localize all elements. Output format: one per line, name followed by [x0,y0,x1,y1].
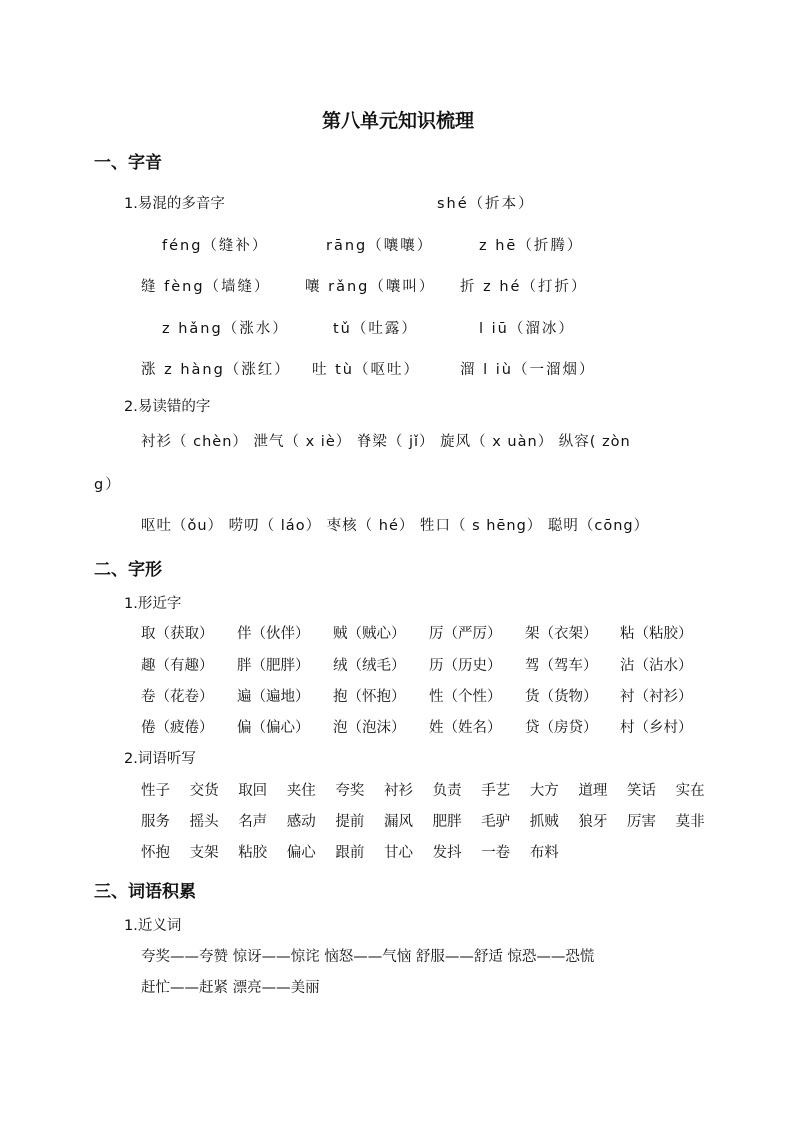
similar-char-item: 遍（遍地） [237,689,310,705]
similar-char-item: 绒（绒毛） [333,658,406,674]
subheading-polyphonic: 1.易混的多音字 [124,196,225,212]
similar-char-item: 驾（驾车） [525,658,598,674]
similar-char-item: 货（货物） [525,689,598,705]
dictation-word: 服务 [141,814,170,830]
similar-char-item: 衬（衬衫） [620,689,693,705]
poly-zhe1: z hē（折腾） [479,238,584,254]
dictation-word: 负责 [432,783,462,799]
similar-char-item: 伴（伙伴） [237,626,310,642]
subheading-synonyms: 1.近义词 [124,918,182,934]
misread-line-2: 呕吐（ǒu） 唠叨（ láo） 枣核（ hé） 牲口（ s hēng） 聪明（cōng） [141,518,650,534]
poly-liu4: 溜 l iù（一溜烟） [460,362,596,378]
similar-char-item: 沾（沾水） [620,658,693,674]
poly-liu1: l iū（溜冰） [479,321,575,337]
similar-char-item: 抱（怀抱） [333,689,406,705]
dictation-word: 一卷 [481,845,511,861]
dictation-word: 道理 [578,783,608,799]
dictation-word: 支架 [189,845,219,861]
similar-char-item: 胖（肥胖） [237,658,310,674]
dictation-word: 肥胖 [432,814,462,830]
subheading-misread: 2.易读错的字 [124,399,211,415]
similar-char-item: 趣（有趣） [141,658,214,674]
dictation-word: 夹住 [286,783,316,799]
misread-line-1-tail: g） [94,477,122,493]
dictation-word: 取回 [238,783,268,799]
dictation-word: 怀抱 [141,845,170,861]
poly-zhang3: z hǎng（涨水） [162,321,289,337]
dictation-word: 甘心 [384,845,413,861]
page-title: 第八单元知识梳理 [322,110,475,132]
dictation-word: 狼牙 [578,814,608,830]
poly-rang3: 嚷 rǎng（嚷叫） [305,279,436,295]
similar-char-item: 贼（贼心） [333,626,406,642]
subheading-similar: 1.形近字 [124,596,182,612]
dictation-word: 摇头 [189,814,219,830]
poly-feng4: 缝 fèng（墙缝） [141,279,271,295]
similar-char-item: 性（个性） [429,689,502,705]
poly-feng: féng（缝补） [162,238,269,254]
section-heading-vocabulary: 三、词语积累 [94,882,196,902]
similar-char-item: 卷（花卷） [141,689,214,705]
synonyms-line-1: 夸奖——夸赞 惊讶——惊诧 恼怒——气恼 舒服——舒适 惊恐——恐慌 [141,949,595,965]
dictation-word: 厉害 [627,814,656,830]
similar-char-item: 泡（泡沫） [333,720,406,736]
similar-char-item: 架（衣架） [525,626,598,642]
similar-char-item: 取（获取） [141,626,214,642]
dictation-word: 夸奖 [335,783,365,799]
similar-char-item: 偏（偏心） [237,720,310,736]
subheading-dictation: 2.词语听写 [124,751,196,767]
misread-line-1: 衬衫（ chèn） 泄气（ x iè） 脊梁（ jǐ） 旋风（ x uàn） 纵容( zòn [141,434,631,450]
dictation-word: 莫非 [675,814,705,830]
poly-zhe2: 折 z hé（打折） [460,279,588,295]
dictation-word: 笑话 [627,783,656,799]
poly-tu3: tǔ（吐露） [333,321,418,337]
synonyms-line-2: 赶忙——赶紧 漂亮——美丽 [141,980,320,996]
poly-tu4: 吐 tù（呕吐） [312,362,420,378]
poly-zhang4: 涨 z hàng（涨红） [141,362,291,378]
dictation-word: 毛驴 [481,814,511,830]
similar-char-item: 粘（粘胶） [620,626,693,642]
dictation-word: 性子 [141,783,170,799]
dictation-word: 抓贼 [529,814,559,830]
similar-char-item: 贷（房贷） [525,720,598,736]
section-heading-characters: 二、字形 [94,560,162,580]
similar-char-item: 倦（疲倦） [141,720,214,736]
dictation-word: 名声 [238,814,268,830]
dictation-word: 大方 [529,783,559,799]
dictation-word: 衬衫 [384,783,413,799]
section-heading-pronunciation: 一、字音 [94,153,162,173]
similar-char-item: 村（乡村） [620,720,693,736]
poly-rang: rāng（嚷嚷） [326,238,434,254]
dictation-word: 实在 [675,783,705,799]
dictation-word: 漏风 [384,814,413,830]
similar-char-item: 历（历史） [429,658,502,674]
dictation-word: 手艺 [481,783,511,799]
dictation-word: 粘胶 [238,845,268,861]
dictation-word: 布料 [529,845,559,861]
dictation-word: 提前 [335,814,365,830]
poly-she: shé（折本） [437,196,535,212]
dictation-word: 偏心 [286,845,316,861]
dictation-word: 跟前 [335,845,365,861]
dictation-word: 感动 [286,814,316,830]
dictation-word: 交货 [189,783,219,799]
similar-char-item: 姓（姓名） [429,720,502,736]
similar-char-item: 厉（严厉） [429,626,502,642]
dictation-word: 发抖 [432,845,462,861]
